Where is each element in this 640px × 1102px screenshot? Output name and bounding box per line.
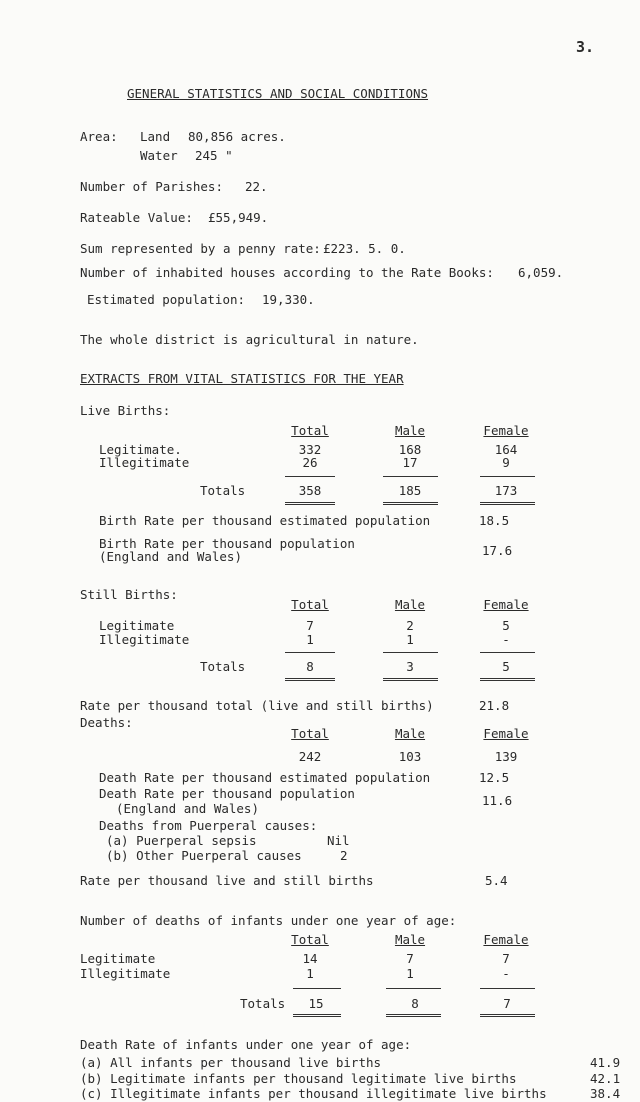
totals-double-rule	[293, 1014, 341, 1017]
infant-total-header: Total	[291, 932, 329, 947]
penny-rate-label: Sum represented by a penny rate:	[80, 241, 321, 256]
water-value: 245 "	[195, 148, 233, 163]
still-births-totals-label: Totals	[200, 659, 246, 674]
deaths-male: 103	[398, 749, 422, 764]
still-births-totals-total: 8	[306, 659, 314, 674]
other-puerperal-label: (b) Other Puerperal causes	[106, 848, 302, 863]
live-births-totals-total: 358	[298, 483, 322, 498]
still-birth-rate-value: 21.8	[479, 698, 510, 713]
infant-rate-c-value: 38.4	[590, 1086, 621, 1101]
deaths-male-header: Male	[394, 726, 426, 741]
page-number: 3.	[576, 38, 595, 56]
water-label: Water	[140, 148, 178, 163]
parishes-value: 22.	[245, 179, 268, 194]
infant-rate-a-label: (a) All infants per thousand live births	[80, 1055, 382, 1070]
live-births-total-header: Total	[291, 423, 329, 438]
infant-row-male: 7	[406, 951, 414, 966]
still-births-row-total: 1	[306, 632, 314, 647]
puerperal-label: Deaths from Puerperal causes:	[99, 818, 318, 833]
birth-rate-label: Birth Rate per thousand estimated population	[99, 513, 431, 528]
still-births-row-male: 2	[406, 618, 414, 633]
land-label: Land	[140, 129, 171, 144]
infant-totals-female: 7	[503, 996, 511, 1011]
totals-double-rule	[480, 502, 535, 505]
national-birth-rate-label: Birth Rate per thousand population	[99, 536, 355, 551]
population-value: 19,330.	[262, 292, 315, 307]
infant-rate-a-value: 41.9	[590, 1055, 621, 1070]
totals-double-rule	[285, 502, 335, 505]
total-rule	[480, 476, 535, 477]
maternal-rate-value: 5.4	[485, 873, 508, 888]
still-births-male-header: Male	[394, 597, 426, 612]
infant-rate-b-value: 42.1	[590, 1071, 621, 1086]
nature-text: The whole district is agricultural in nature.	[80, 332, 419, 347]
total-rule	[480, 652, 535, 653]
live-births-row-total: 26	[302, 455, 318, 470]
houses-label: Number of inhabited houses according to the Rate Books:	[80, 265, 494, 280]
infant-row-label: Legitimate	[80, 951, 156, 966]
live-births-label: Live Births:	[80, 403, 171, 418]
extracts-title: EXTRACTS FROM VITAL STATISTICS FOR THE YEAR	[80, 371, 404, 386]
infant-deaths-label: Number of deaths of infants under one year of age:	[80, 913, 457, 928]
live-births-row-label: Legitimate.	[99, 442, 182, 457]
still-births-row-female: -	[502, 632, 510, 647]
still-births-row-label: Legitimate	[99, 618, 175, 633]
live-births-row-label: Illegitimate	[99, 455, 190, 470]
still-births-row-female: 5	[502, 618, 510, 633]
deaths-total-header: Total	[291, 726, 329, 741]
page-title: GENERAL STATISTICS AND SOCIAL CONDITIONS	[127, 86, 429, 101]
infant-row-label: Illegitimate	[80, 966, 171, 981]
still-births-row-label: Illegitimate	[99, 632, 190, 647]
total-rule	[285, 652, 335, 653]
live-births-totals-female: 173	[494, 483, 518, 498]
death-rate-value: 12.5	[479, 770, 510, 785]
totals-double-rule	[480, 678, 535, 681]
deaths-female: 139	[494, 749, 518, 764]
national-death-rate-label: Death Rate per thousand population	[99, 786, 355, 801]
infant-row-total: 1	[306, 966, 314, 981]
infant-rate-heading: Death Rate of infants under one year of age:	[80, 1037, 412, 1052]
totals-double-rule	[480, 1014, 535, 1017]
rateable-label: Rateable Value:	[80, 210, 193, 225]
live-births-male-header: Male	[394, 423, 426, 438]
national-death-rate-sublabel: (England and Wales)	[116, 801, 259, 816]
still-births-total-header: Total	[291, 597, 329, 612]
total-rule	[386, 988, 441, 989]
still-births-female-header: Female	[483, 597, 529, 612]
infant-totals-total: 15	[308, 996, 324, 1011]
totals-double-rule	[383, 678, 438, 681]
national-birth-rate-sublabel: (England and Wales)	[99, 549, 242, 564]
still-births-totals-male: 3	[406, 659, 414, 674]
puerperal-sepsis-label: (a) Puerperal sepsis	[106, 833, 257, 848]
total-rule	[480, 988, 535, 989]
infant-totals-male: 8	[411, 996, 419, 1011]
rateable-value: £55,949.	[208, 210, 269, 225]
area-label: Area:	[80, 129, 118, 144]
live-births-row-female: 164	[494, 442, 518, 457]
total-rule	[293, 988, 341, 989]
puerperal-sepsis-value: Nil	[327, 833, 350, 848]
houses-value: 6,059.	[518, 265, 564, 280]
live-births-row-male: 17	[402, 455, 418, 470]
penny-rate-value: £223. 5. 0.	[323, 241, 406, 256]
totals-double-rule	[386, 1014, 441, 1017]
deaths-female-header: Female	[483, 726, 529, 741]
infant-row-total: 14	[302, 951, 318, 966]
live-births-totals-male: 185	[398, 483, 422, 498]
still-birth-rate-label: Rate per thousand total (live and still births)	[80, 698, 434, 713]
deaths-total: 242	[298, 749, 322, 764]
population-label: Estimated population:	[87, 292, 246, 307]
totals-double-rule	[383, 502, 438, 505]
national-death-rate-value: 11.6	[482, 793, 513, 808]
totals-double-rule	[285, 678, 335, 681]
infant-totals-label: Totals	[240, 996, 286, 1011]
total-rule	[285, 476, 335, 477]
live-births-female-header: Female	[483, 423, 529, 438]
infant-rate-c-label: (c) Illegitimate infants per thousand illegitimate live births	[80, 1086, 547, 1101]
live-births-row-female: 9	[502, 455, 510, 470]
other-puerperal-value: 2	[340, 848, 348, 863]
live-births-row-male: 168	[398, 442, 422, 457]
total-rule	[383, 476, 438, 477]
death-rate-label: Death Rate per thousand estimated population	[99, 770, 431, 785]
still-births-totals-female: 5	[502, 659, 510, 674]
land-value: 80,856 acres.	[188, 129, 286, 144]
birth-rate-value: 18.5	[479, 513, 510, 528]
still-births-row-male: 1	[406, 632, 414, 647]
live-births-totals-label: Totals	[200, 483, 246, 498]
national-birth-rate-value: 17.6	[482, 543, 513, 558]
total-rule	[383, 652, 438, 653]
still-births-row-total: 7	[306, 618, 314, 633]
infant-row-female: 7	[502, 951, 510, 966]
maternal-rate-label: Rate per thousand live and still births	[80, 873, 374, 888]
parishes-label: Number of Parishes:	[80, 179, 223, 194]
infant-female-header: Female	[483, 932, 529, 947]
live-births-row-total: 332	[298, 442, 322, 457]
infant-row-male: 1	[406, 966, 414, 981]
infant-row-female: -	[502, 966, 510, 981]
deaths-label: Deaths:	[80, 715, 133, 730]
infant-rate-b-label: (b) Legitimate infants per thousand legitimate live births	[80, 1071, 517, 1086]
infant-male-header: Male	[394, 932, 426, 947]
still-births-label: Still Births:	[80, 587, 178, 602]
